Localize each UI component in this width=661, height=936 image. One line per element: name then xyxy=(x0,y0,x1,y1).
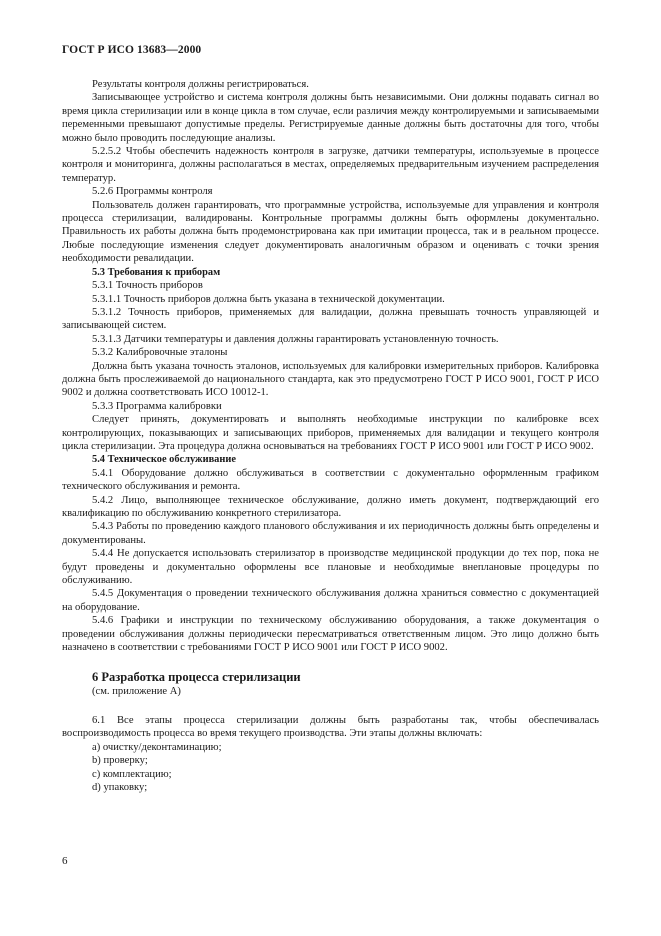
document-body xyxy=(62,78,599,794)
paragraph: Записывающее устройство и система контроля должны быть независимыми. Они должны подавать сигнал во время цикла стерилизации или в конце цикла в том случае, если различия между контролируемыми и записываемыми переменными превышают допустимые пределы. Регистрируемые данные должны быть достаточны для того, чтобы можно было проводить последующие анализы. xyxy=(62,92,599,144)
list-item: c) комплектацию; xyxy=(92,768,172,780)
paragraph: 5.3.1.1 Точность приборов должна быть указана в технической документации. xyxy=(92,293,445,305)
paragraph: 5.3.3 Программа калибровки xyxy=(92,400,222,412)
paragraph: 5.3.1.3 Датчики температуры и давления должны гарантировать установленную точность. xyxy=(92,333,499,345)
list-item: d) упаковку; xyxy=(92,781,148,793)
paragraph: 5.4.6 Графики и инструкции по техническому обслуживанию оборудования, а также документация о проведении обслуживания должны периодически пересматриваться ответственным лицом. Это лицо должно быть назначено в соответствии с требованиями ГОСТ Р ИСО 9001 или ГОСТ Р ИСО 9002. xyxy=(62,615,599,654)
paragraph: 5.3.1.2 Точность приборов, применяемых для валидации, должна превышать точность управляющей и записывающей систем. xyxy=(62,306,599,332)
paragraph: Следует принять, документировать и выполнять необходимые инструкции по калибровке всех контролирующих, показывающих и записывающих приборов, применяемых для валидации и текущего контроля цикла стерилизации. Эта процедура должна основываться на требованиях ГОСТ Р ИСО 9001 или ГОСТ Р ИСО 9002. xyxy=(62,414,599,452)
paragraph: 5.4.1 Оборудование должно обслуживаться в соответствии с документально оформленным графиком технического обслуживания и ремонта. xyxy=(62,467,599,493)
paragraph: 5.2.5.2 Чтобы обеспечить надежность контроля в загрузке, датчики температуры, используемые в процессе контроля и мониторинга, должны располагаться в местах, определяемых предварительным изучением распределения температур. xyxy=(62,146,599,184)
paragraph: 5.4.2 Лицо, выполняющее техническое обслуживание, должно иметь документ, подтверждающий его квалификацию по обслуживанию конкретного стерилизатора. xyxy=(62,494,599,519)
section-6-title: 6 Разработка процесса стерилизации xyxy=(92,670,301,685)
paragraph: Должна быть указана точность эталонов, используемых для калибровки измерительных приборов. Калибровка должна быть прослеживаемой до национального стандарта, как это предусмотрено ГОСТ Р ИСО 9001, ГОСТ Р ИСО 9002 и должна соответствовать ИСО 10012-1. xyxy=(62,360,599,399)
list-item: b) проверку; xyxy=(92,755,148,767)
paragraphs-container xyxy=(62,78,599,654)
page-header-title: ГОСТ Р ИСО 13683—2000 xyxy=(62,44,202,56)
paragraph: 5.3.1 Точность приборов xyxy=(92,280,203,292)
paragraph: 5.3.2 Калибровочные эталоны xyxy=(92,347,228,359)
section-6-subtitle: (см. приложение А) xyxy=(92,686,181,698)
paragraph: 5.4.5 Документация о проведении технического обслуживания должна храниться совместно с документацией на оборудование. xyxy=(62,588,599,613)
section-6-list xyxy=(62,741,599,795)
paragraph: 5.4.4 Не допускается использовать стерилизатор в производстве медицинской продукции до тех пор, пока не будут проведены и документально оформлены все плановые и необходимые внеплановые процедуры по обслуживанию. xyxy=(62,548,599,587)
paragraph: 5.4.3 Работы по проведению каждого планового обслуживания и их периодичность должны быть определены и документированы. xyxy=(62,521,599,546)
list-item: a) очистку/деконтаминацию; xyxy=(92,741,222,753)
section-heading: 5.4 Техническое обслуживание xyxy=(92,454,236,466)
section-heading: 5.3 Требования к приборам xyxy=(92,266,221,278)
section-6-intro: 6.1 Все этапы процесса стерилизации должны быть разработаны так, чтобы обеспечивалась воспроизводимость процесса во время текущего производства. Эти этапы должны включать: xyxy=(62,714,599,740)
paragraph: Результаты контроля должны регистрироваться. xyxy=(92,79,309,90)
page-number: 6 xyxy=(62,855,68,867)
paragraph: Пользователь должен гарантировать, что программные устройства, используемые для управления и контроля процесса стерилизации, валидированы. Контрольные программы должны быть оформлены документально. Правильность их работы должна быть продемонстрирована как при имитации процесса, так и в реальном процессе. Любые последующие изменения следует документировать аналогичным образом и оценивать с точки зрения необходимости ревалидации. xyxy=(62,199,599,265)
paragraph: 5.2.6 Программы контроля xyxy=(92,186,213,198)
